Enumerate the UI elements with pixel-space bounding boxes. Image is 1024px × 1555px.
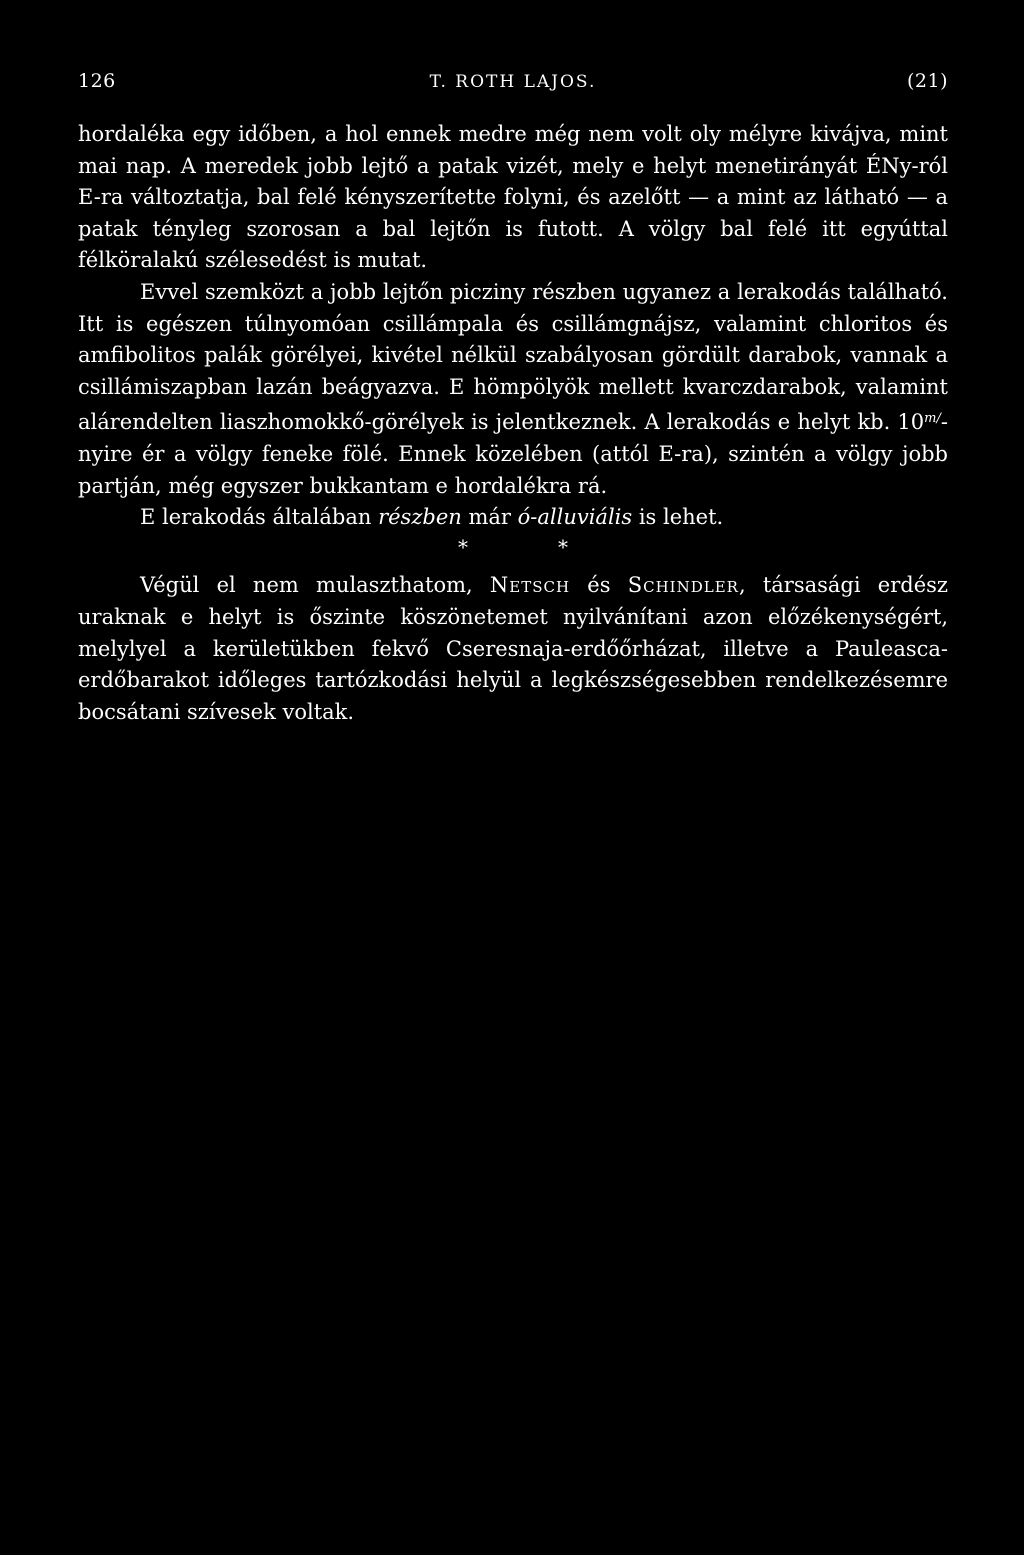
running-header — [78, 70, 948, 100]
paragraph-4-text-and: és — [570, 573, 628, 598]
name-netsch: Netsch — [489, 573, 571, 598]
italic-term-alluvialis: ó-alluviális — [517, 505, 633, 530]
paragraph-2 — [78, 277, 948, 502]
paragraph-2-text-end: -nyire ér a völgy feneke fölé. Ennek közelében (attól E-ra), szintén a völgy jobb partján, még egyszer bukkantam e hordalékra rá. — [78, 410, 948, 498]
section-divider — [78, 532, 948, 564]
paragraph-3-text: E lerakodás általában — [140, 505, 379, 530]
paragraph-3-text-end: is lehet. — [632, 505, 724, 530]
page-number: 126 — [78, 70, 116, 92]
paragraph-3 — [78, 502, 948, 534]
paragraph-4-text: Végül el nem mulaszthatom, — [140, 573, 490, 598]
paragraph-4 — [78, 570, 948, 728]
section-number: (21) — [906, 70, 948, 92]
name-schindler: Schindler — [627, 573, 739, 598]
paragraph-2-text: Evvel szemközt a jobb lejtőn piczinу részben ugyanez a lerakodás található. Itt is egészen túlnyomóan csillámpala és csillámgnájsz, valamint chloritos és amfibolitos palák görélyei, kivétel nélkül szabályosan gördült darabok, vannak a csillámiszapban lazán beágyazva. E hömpölyök mellett kvarczdarabok, valamint alárendelten liaszhomokkő-görélyek is jelentkeznek. A lerakodás e helyt kb. 10 — [78, 279, 948, 435]
italic-term-reszben: részben — [378, 505, 462, 530]
paragraph-1: hordaléka egy időben, a hol ennek medre még nem volt oly mélyre kivájva, mint mai nap. A meredek jobb lejtő a patak vizét, mely e helyt menetirányát ÉNy-ról E-ra változtatja, bal felé kényszerítette folyni, és azelőtt — a mint az látható — a patak tényleg szorosan a bal lejtőn is futott. A völgy bal felé itt egyúttal félköralakú szélesedést is mutat. — [78, 122, 948, 273]
paragraph-3-text-mid: már — [461, 505, 518, 530]
paragraph-4-text-end: , társasági erdész uraknak e helyt is őszinte köszönetemet nyilvánítani azon előzékenységért, melylyel a kerületükben fekvő Cseresnaja-erdőőrházat, illetve a Pauleasca-erdőbarakot időleges tartózkodási helyül a legkészségesebben rendelkezésemre bocsátani szívesek voltak. — [78, 573, 948, 724]
running-title: T. ROTH LAJOS. — [429, 72, 597, 92]
asterisk-right: * — [558, 534, 568, 559]
body-text — [78, 119, 948, 728]
unit-superscript: m/ — [924, 411, 941, 427]
asterisk-left: * — [458, 534, 468, 559]
